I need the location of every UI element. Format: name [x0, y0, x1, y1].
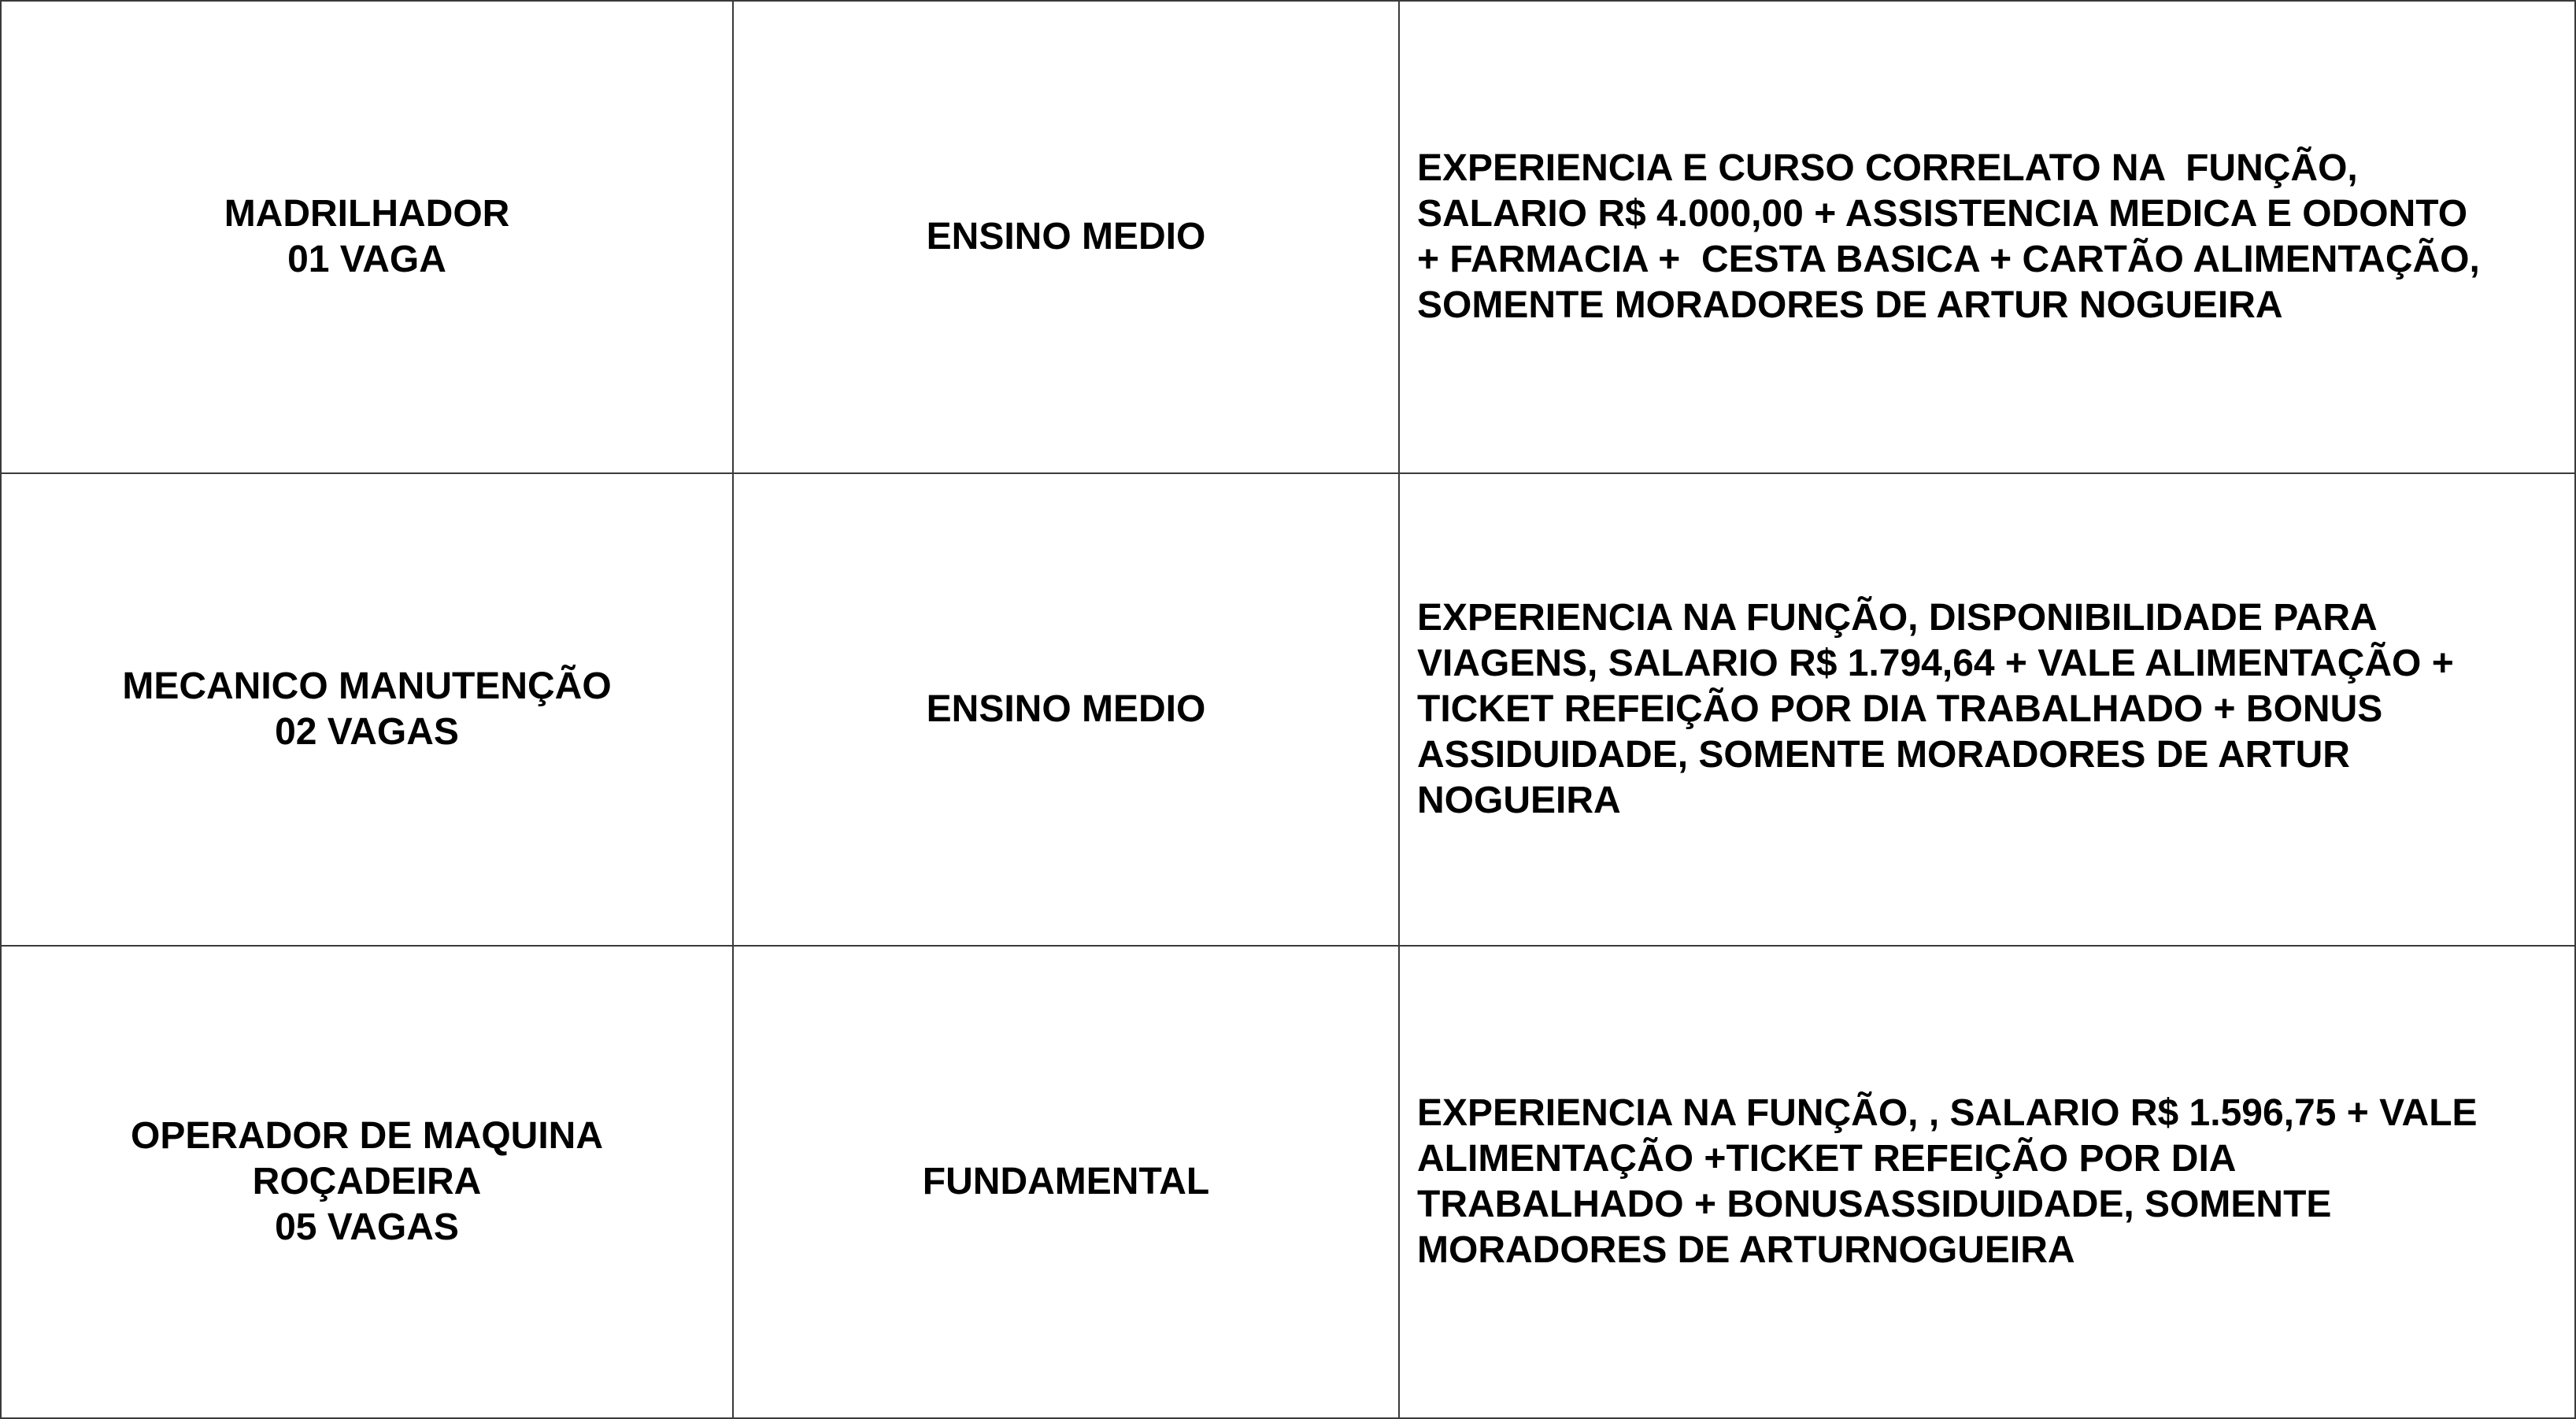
- description-line: NOGUEIRA: [1417, 780, 1621, 821]
- job-title-continued: ROÇADEIRA: [252, 1161, 482, 1202]
- education-level: FUNDAMENTAL: [922, 1161, 1210, 1202]
- education-cell: [733, 946, 1399, 1418]
- education-level: ENSINO MEDIO: [926, 216, 1206, 257]
- description-line: ASSIDUIDADE, SOMENTE MORADORES DE ARTUR: [1417, 734, 2350, 776]
- table-row: [1, 1, 2575, 473]
- job-title: OPERADOR DE MAQUINA: [130, 1115, 604, 1157]
- job-title: MECANICO MANUTENÇÃO: [122, 665, 612, 707]
- vacancy-count: 05 VAGAS: [275, 1206, 459, 1248]
- description-line: EXPERIENCIA E CURSO CORRELATO NA FUNÇÃO,: [1417, 147, 2358, 189]
- education-level: ENSINO MEDIO: [926, 688, 1206, 730]
- education-cell: [733, 473, 1399, 946]
- vacancy-count: 01 VAGA: [287, 239, 446, 280]
- description-cell: [1399, 473, 2575, 946]
- job-title-cell: [1, 1, 733, 473]
- table-row: [1, 473, 2575, 946]
- description-cell: [1399, 1, 2575, 473]
- description-line: VIAGENS, SALARIO R$ 1.794,64 + VALE ALIMENTAÇÃO +: [1417, 643, 2454, 684]
- description-line: MORADORES DE ARTURNOGUEIRA: [1417, 1229, 2075, 1271]
- description-line: SALARIO R$ 4.000,00 + ASSISTENCIA MEDICA E ODONTO: [1417, 193, 2468, 235]
- table-row: [1, 946, 2575, 1418]
- education-cell: [733, 1, 1399, 473]
- vacancy-count: 02 VAGAS: [275, 711, 459, 753]
- description-line: EXPERIENCIA NA FUNÇÃO, DISPONIBILIDADE PARA: [1417, 597, 2378, 639]
- job-title-cell: [1, 473, 733, 946]
- description-line: TICKET REFEIÇÃO POR DIA TRABALHADO + BONUS: [1417, 688, 2383, 730]
- description-line: TRABALHADO + BONUSASSIDUIDADE, SOMENTE: [1417, 1184, 2332, 1225]
- description-line: + FARMACIA + CESTA BASICA + CARTÃO ALIMENTAÇÃO,: [1417, 239, 2480, 280]
- job-title: MADRILHADOR: [224, 193, 510, 235]
- description-line: ALIMENTAÇÃO +TICKET REFEIÇÃO POR DIA: [1417, 1138, 2237, 1180]
- job-title-cell: [1, 946, 733, 1418]
- description-line: SOMENTE MORADORES DE ARTUR NOGUEIRA: [1417, 284, 2283, 326]
- description-line: EXPERIENCIA NA FUNÇÃO, , SALARIO R$ 1.596,75 + VALE: [1417, 1092, 2478, 1134]
- description-cell: [1399, 946, 2575, 1418]
